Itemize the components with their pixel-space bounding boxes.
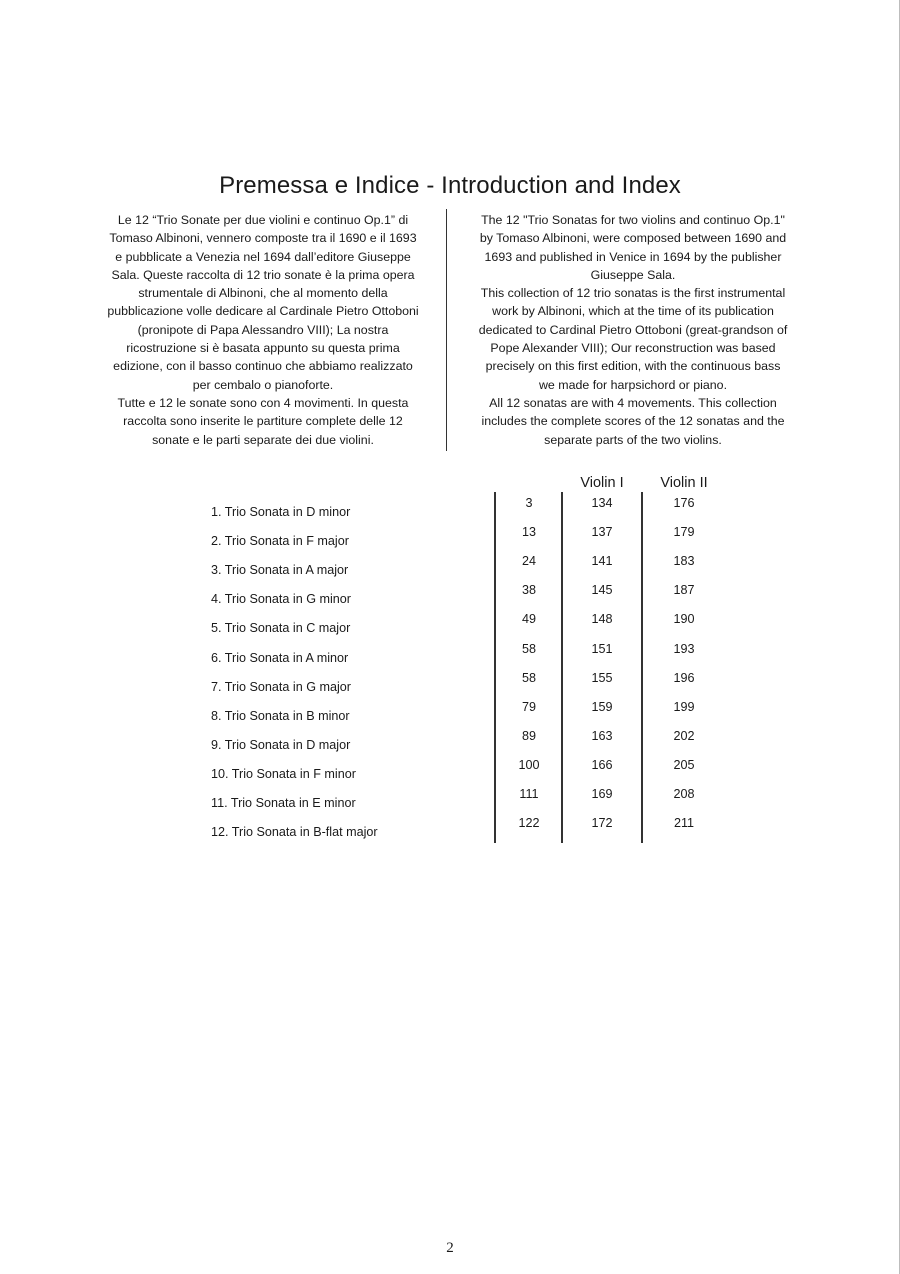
sonata-title: 4. Trio Sonata in G minor (211, 592, 351, 607)
violin1-page: 151 (591, 641, 613, 656)
violin2-page: 176 (673, 496, 695, 510)
intro-english-line: separate parts of the two violins. (544, 432, 722, 447)
score-page: 3 (525, 496, 533, 510)
intro-italian-line: ricostruzione si è basata appunto su questa prima (126, 341, 400, 356)
intro-italian-line: Sala. Queste raccolta di 12 trio sonate è la prima opera (111, 267, 415, 282)
sonata-title: 12. Trio Sonata in B-flat major (211, 825, 378, 840)
intro-english-line: we made for harpsichord or piano. (538, 377, 728, 392)
score-page: 100 (518, 757, 540, 772)
violin2-page: 183 (673, 554, 695, 569)
score-page: 89 (521, 728, 536, 743)
violin1-header: Violin I (580, 475, 624, 491)
violin2-header: Violin II (660, 475, 708, 491)
intro-english-line: dedicated to Cardinal Pietro Ottoboni (great-grandson of (478, 322, 788, 337)
intro-italian-line: raccolta sono inserite le partiture complete delle 12 (123, 414, 403, 429)
intro-english-line: Pope Alexander VIII); Our reconstruction was based (490, 341, 776, 356)
sonata-title: 11. Trio Sonata in E minor (211, 796, 356, 810)
intro-english-line: Giuseppe Sala. (590, 267, 676, 282)
intro-italian-line: pubblicazione volle dedicare al Cardinale Pietro Ottoboni (107, 304, 419, 319)
intro-english-line: 1693 and published in Venice in 1694 by the publisher (484, 249, 782, 264)
violin2-page: 208 (673, 787, 695, 801)
score-page: 24 (521, 554, 536, 569)
intro-italian-line: (pronipote di Papa Alessandro VIII); La nostra (137, 322, 389, 337)
score-page: 13 (521, 525, 536, 540)
sonata-title: 2. Trio Sonata in F major (211, 534, 349, 549)
intro-english-line: All 12 sonatas are with 4 movements. This collection (489, 395, 777, 410)
intro-italian-line: strumentale di Albinoni, che al momento della (138, 286, 388, 301)
intro-italian-line: Le 12 “Trio Sonate per due violini e continuo Op.1” di (117, 213, 409, 227)
index-row[interactable] (0, 496, 900, 525)
intro-english-line: by Tomaso Albinoni, were composed between 1690 and (479, 231, 787, 246)
sonata-title: 3. Trio Sonata in A major (211, 563, 349, 578)
score-page: 58 (521, 641, 536, 656)
sonata-title: 7. Trio Sonata in G major (211, 679, 351, 694)
violin2-page: 187 (673, 583, 695, 598)
page-number: 2 (446, 1240, 454, 1256)
sonata-title: 8. Trio Sonata in B minor (211, 708, 350, 723)
index-row[interactable] (0, 758, 900, 787)
score-page: 79 (521, 699, 536, 714)
index-row[interactable] (0, 671, 900, 700)
violin1-page: 137 (591, 525, 613, 540)
violin1-page: 166 (591, 757, 613, 772)
violin2-page: 190 (673, 612, 695, 627)
index-row[interactable] (0, 816, 900, 845)
score-page: 58 (521, 670, 536, 685)
violin2-page: 205 (673, 757, 695, 772)
sonata-title: 6. Trio Sonata in A minor (211, 650, 349, 665)
sonata-title: 10. Trio Sonata in F minor (211, 766, 356, 781)
index-row[interactable] (0, 729, 900, 758)
score-page: 111 (519, 787, 539, 801)
violin2-page: 196 (673, 670, 695, 685)
violin1-page: 134 (591, 496, 613, 510)
intro-italian-line: e pubblicate a Venezia nel 1694 dall’editore Giuseppe (115, 249, 411, 264)
index-row[interactable] (0, 787, 900, 816)
intro-italian-line: sonate e le parti separate dei due violini. (152, 432, 374, 447)
intro-italian-line: Tomaso Albinoni, vennero composte tra il 1690 e il 1693 (109, 231, 417, 246)
intro-english-line: precisely on this first edition, with the continuous bass (485, 359, 781, 374)
violin1-page: 172 (591, 816, 613, 831)
violin2-page: 179 (673, 525, 695, 540)
violin2-page: 211 (673, 816, 695, 831)
index-row[interactable] (0, 525, 900, 554)
index-row[interactable] (0, 642, 900, 671)
index-row[interactable] (0, 700, 900, 729)
violin2-page: 199 (673, 699, 695, 714)
intro-italian (82, 211, 444, 449)
intro-english-line: includes the complete scores of the 12 sonatas and the (481, 414, 785, 429)
violin1-page: 141 (591, 554, 613, 569)
intro-italian-line: edizione, con il basso continuo che abbiamo realizzato (113, 359, 413, 374)
violin2-page: 193 (673, 641, 695, 656)
intro-english-line: The 12 "Trio Sonatas for two violins and continuo Op.1" (481, 213, 785, 227)
violin1-page: 155 (591, 670, 613, 685)
page-title: Premessa e Indice - Introduction and Index (219, 172, 681, 200)
violin1-page: 145 (591, 583, 613, 598)
intro-english-line: work by Albinoni, which at the time of its publication (492, 304, 774, 319)
index-row[interactable] (0, 612, 900, 641)
score-page: 38 (521, 583, 536, 598)
sonata-title: 5. Trio Sonata in C major (211, 621, 351, 636)
violin2-page: 202 (673, 728, 695, 743)
violin1-page: 148 (591, 612, 613, 627)
index-row[interactable] (0, 583, 900, 612)
sonata-title: 1. Trio Sonata in D minor (211, 505, 351, 519)
intro-english-line: This collection of 12 trio sonatas is the first instrumental (480, 286, 786, 301)
index-row[interactable] (0, 554, 900, 583)
sonata-title: 9. Trio Sonata in D major (211, 737, 351, 752)
violin1-page: 169 (591, 787, 613, 801)
score-page: 122 (518, 816, 540, 831)
intro-italian-line: per cembalo o pianoforte. (192, 377, 334, 392)
score-page: 49 (521, 612, 536, 627)
intro-english (452, 211, 814, 449)
column-divider (446, 209, 447, 451)
violin1-page: 163 (591, 728, 613, 743)
violin1-page: 159 (591, 699, 613, 714)
intro-italian-line: Tutte e 12 le sonate sono con 4 movimenti. In questa (117, 395, 409, 410)
